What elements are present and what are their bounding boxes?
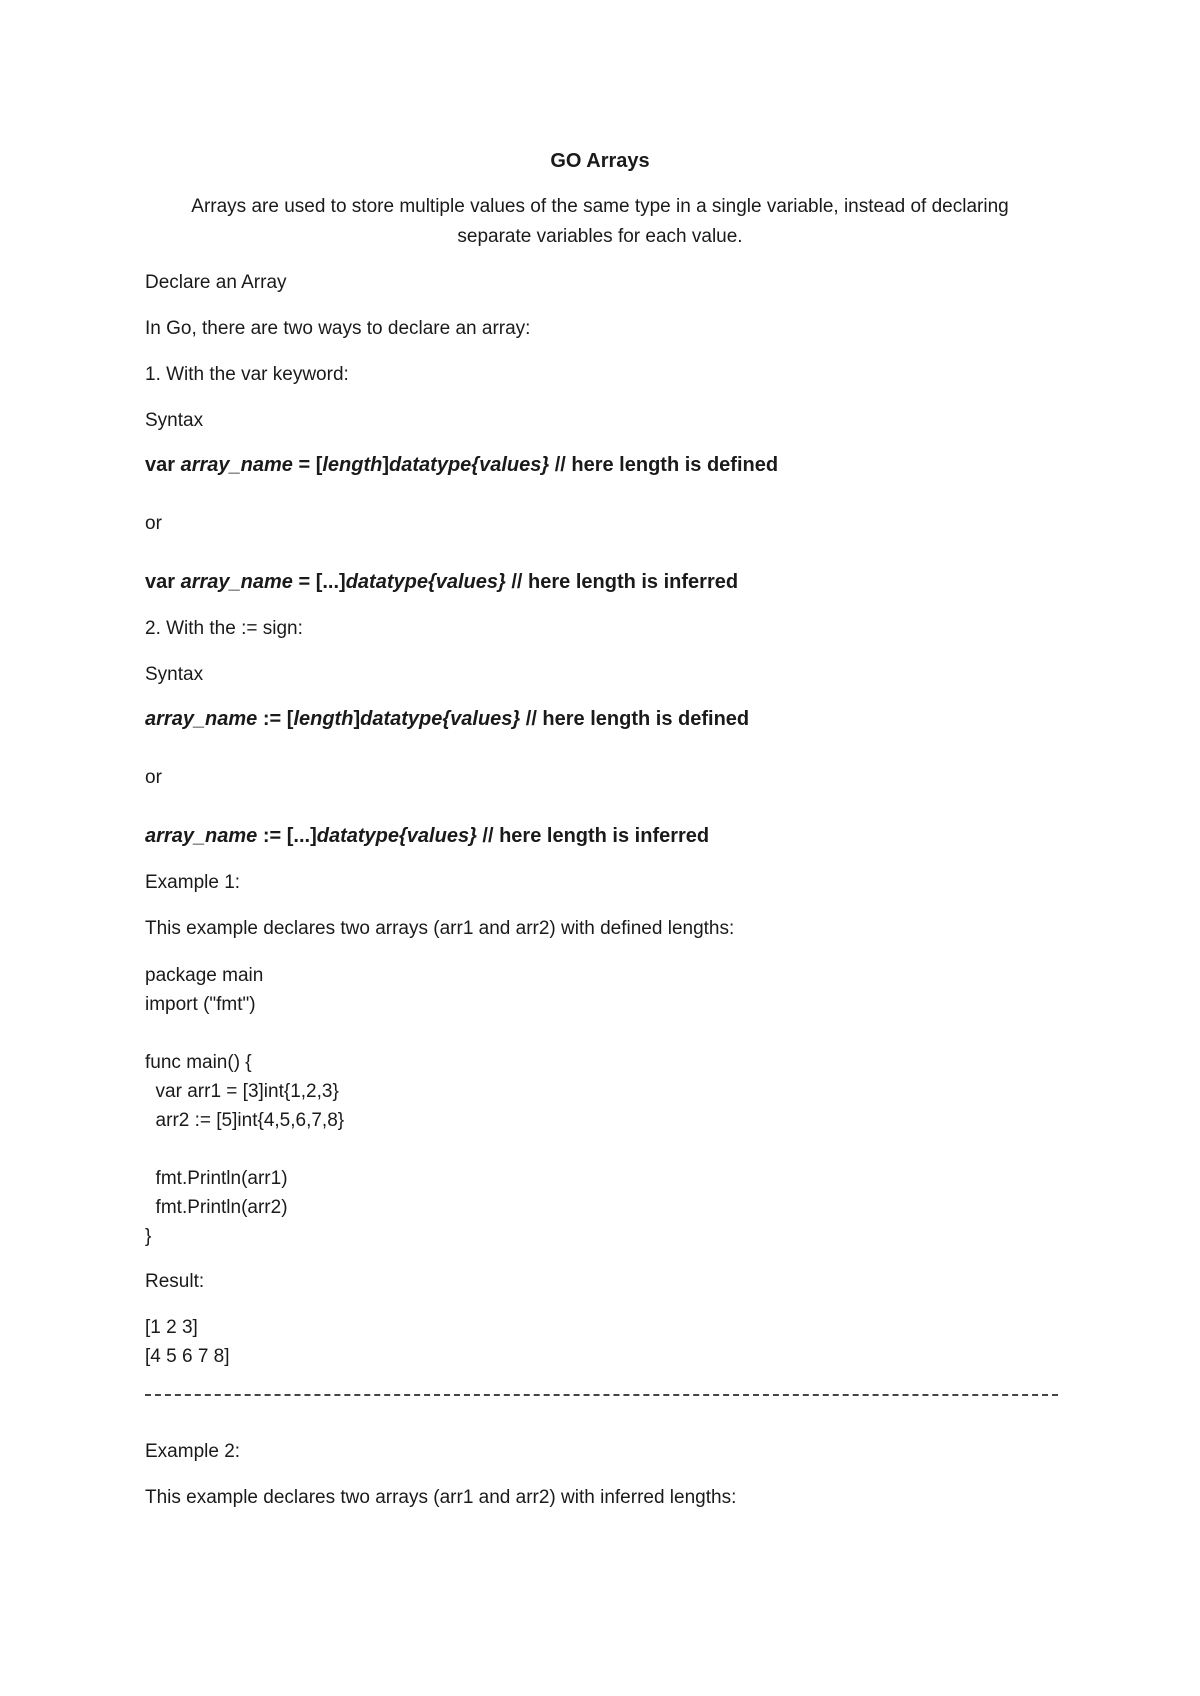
syntax-short-inferred: array_name := [...]datatype{values} // here length is inferred bbox=[145, 825, 710, 847]
dashed-divider bbox=[145, 1394, 1058, 1396]
syntax-short-defined: array_name := [length]datatype{values} // here length is defined bbox=[145, 708, 750, 730]
method-1: 1. With the var keyword: bbox=[145, 364, 349, 385]
code-line: } bbox=[145, 1226, 152, 1247]
intro-line-2: separate variables for each value. bbox=[457, 226, 743, 247]
example-2-text: This example declares two arrays (arr1 and arr2) with inferred lengths: bbox=[145, 1487, 737, 1508]
code-line: var arr1 = [3]int{1,2,3} bbox=[145, 1081, 339, 1102]
code-line: fmt.Println(arr1) bbox=[145, 1168, 288, 1189]
syntax-label-1: Syntax bbox=[145, 410, 204, 431]
result-label: Result: bbox=[145, 1271, 205, 1292]
document-title: GO Arrays bbox=[550, 150, 650, 172]
intro-line-1: Arrays are used to store multiple values of the same type in a single variable, instead of declaring bbox=[191, 196, 1009, 217]
syntax-var-defined: var array_name = [length]datatype{values} // here length is defined bbox=[145, 454, 779, 476]
or-separator-1: or bbox=[145, 513, 162, 534]
result-line: [4 5 6 7 8] bbox=[145, 1346, 230, 1367]
code-line: package main bbox=[145, 965, 264, 986]
example-2-heading: Example 2: bbox=[145, 1441, 241, 1462]
result-line: [1 2 3] bbox=[145, 1317, 198, 1338]
code-line: import ("fmt") bbox=[145, 994, 256, 1015]
method-2: 2. With the := sign: bbox=[145, 618, 303, 639]
code-line: fmt.Println(arr2) bbox=[145, 1197, 288, 1218]
or-separator-2: or bbox=[145, 767, 162, 788]
code-line: func main() { bbox=[145, 1052, 252, 1073]
code-line: arr2 := [5]int{4,5,6,7,8} bbox=[145, 1110, 345, 1131]
example-1-heading: Example 1: bbox=[145, 872, 241, 893]
example-1-text: This example declares two arrays (arr1 and arr2) with defined lengths: bbox=[145, 918, 735, 939]
declare-heading: Declare an Array bbox=[145, 272, 287, 293]
declare-text: In Go, there are two ways to declare an array: bbox=[145, 318, 531, 339]
syntax-var-inferred: var array_name = [...]datatype{values} // here length is inferred bbox=[145, 571, 739, 593]
syntax-label-2: Syntax bbox=[145, 664, 204, 685]
